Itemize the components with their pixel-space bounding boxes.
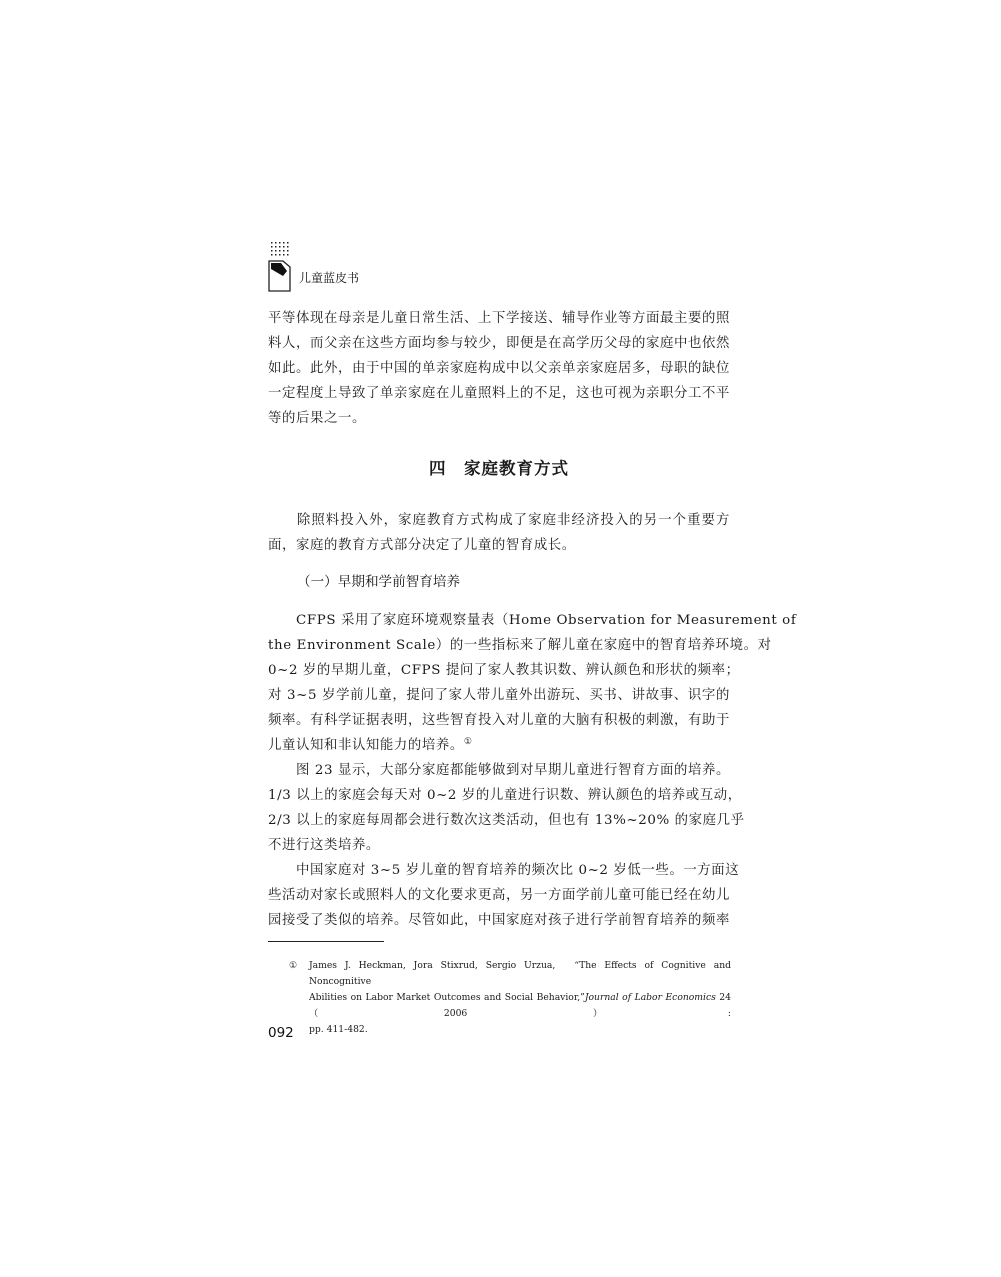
paragraph-line: 平等体现在母亲是儿童日常生活、上下学接送、辅导作业等方面最主要的照	[268, 311, 730, 326]
paragraph-line: 除照料投入外，家庭教育方式构成了家庭非经济投入的另一个重要方	[268, 513, 730, 528]
paragraph-line: 频率。有科学证据表明，这些智育投入对儿童的大脑有积极的刺激，有助于	[268, 713, 730, 728]
section-heading: 四 家庭教育方式	[429, 459, 569, 478]
footnote-line: pp. 411-482.	[309, 1024, 368, 1035]
running-header	[268, 241, 468, 293]
subsection-heading: （一）早期和学前智育培养	[297, 574, 461, 590]
page-number: 092	[268, 1025, 294, 1041]
journal-title: Journal of Labor Economics	[584, 992, 716, 1003]
footnote-line	[309, 990, 731, 1022]
paragraph-line: 园接受了类似的培养。尽管如此，中国家庭对孩子进行学前智育培养的频率	[268, 913, 730, 928]
paragraph-line: 对 3~5 岁学前儿童，提问了家人带儿童外出游玩、买书、讲故事、识字的	[268, 688, 730, 703]
footnote	[289, 958, 731, 1038]
footnote-text: Abilities on Labor Market Outcomes and Social Behavior,”	[309, 992, 585, 1003]
book-series-title: 儿童蓝皮书	[299, 271, 360, 285]
paragraph-line: 图 23 显示，大部分家庭都能够做到对早期儿童进行智育方面的培养。	[268, 763, 730, 778]
footnote-body	[309, 958, 731, 1038]
footnote-mark: ①	[289, 960, 298, 971]
paragraph-line: 中国家庭对 3~5 岁儿童的智育培养的频次比 0~2 岁低一些。一方面这	[268, 863, 740, 878]
paragraph-line: 面，家庭的教育方式部分决定了儿童的智育成长。	[268, 538, 576, 553]
paragraph-line: 1/3 以上的家庭会每天对 0~2 岁的儿童进行识数、辨认颜色的培养或互动，	[268, 788, 742, 803]
paragraph-line: 儿童认知和非认知能力的培养。	[268, 738, 464, 753]
footnote-line: James J. Heckman, Jora Stixrud, Sergio Urzua, “The Effects of Cognitive and Noncognitive	[309, 960, 731, 987]
footnote-reference[interactable]: ①	[463, 737, 473, 747]
paragraph-1	[268, 306, 730, 431]
paragraph-3	[268, 608, 797, 758]
paragraph-4	[268, 758, 745, 858]
paragraph-5	[268, 858, 740, 933]
footnote-text: 24（2006）:	[309, 992, 731, 1019]
paragraph-2	[268, 508, 730, 558]
paragraph-line: 一定程度上导致了单亲家庭在儿童照料上的不足，这也可视为亲职分工不平	[268, 386, 730, 401]
paragraph-line: 些活动对家长或照料人的文化要求更高，另一方面学前儿童可能已经在幼儿	[268, 888, 730, 903]
paragraph-line: CFPS 采用了家庭环境观察量表（Home Observation for Measurement of	[268, 613, 797, 628]
paragraph-line: 料人，而父亲在这些方面均参与较少，即便是在高学历父母的家庭中也依然	[268, 336, 730, 351]
paragraph-line: 如此。此外，由于中国的单亲家庭构成中以父亲单亲家庭居多，母职的缺位	[268, 361, 730, 376]
blue-book-logo-icon	[268, 241, 292, 293]
paragraph-line: 不进行这类培养。	[268, 838, 380, 853]
paragraph-line: 0~2 岁的早期儿童，CFPS 提问了家人教其识数、辨认颜色和形状的频率；	[268, 663, 740, 678]
paragraph-line: 等的后果之一。	[268, 411, 366, 426]
paragraph-line: the Environment Scale）的一些指标来了解儿童在家庭中的智育培养环境。对	[268, 638, 772, 653]
footnote-divider	[268, 941, 384, 942]
paragraph-line: 2/3 以上的家庭每周都会进行数次这类活动，但也有 13%~20% 的家庭几乎	[268, 813, 745, 828]
paragraph-line-with-ref	[268, 733, 730, 758]
